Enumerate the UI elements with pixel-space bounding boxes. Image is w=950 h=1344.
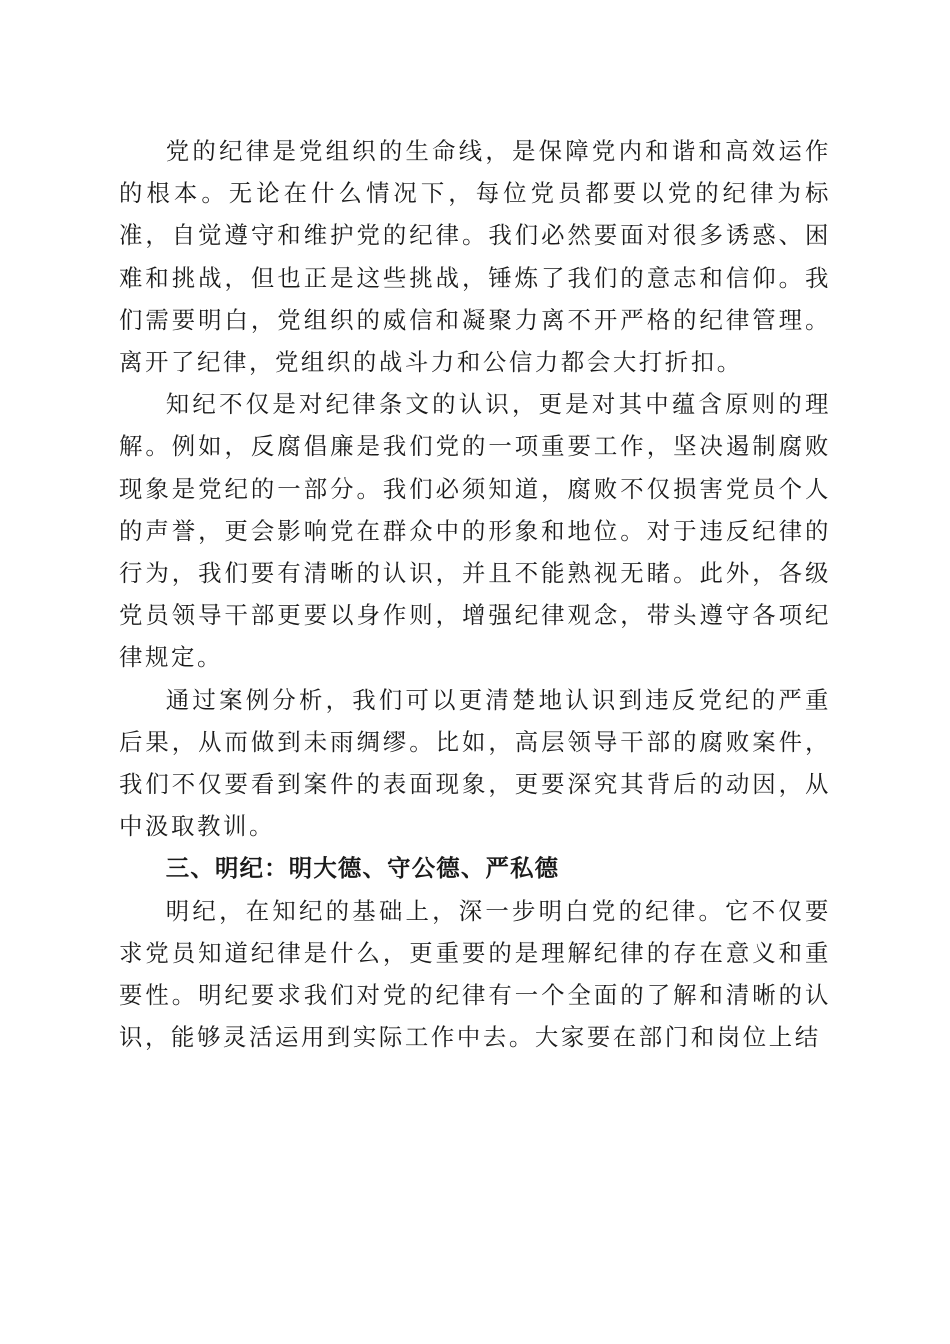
paragraph-case-analysis: 通过案例分析，我们可以更清楚地认识到违反党纪的严重后果，从而做到未雨绸缪。比如，高层领导干部的腐败案件，我们不仅要看到案件的表面现象，更要深究其背后的动因，从中汲取教训。 bbox=[119, 685, 831, 841]
document-body bbox=[119, 130, 831, 1058]
paragraph-discipline-lifeline: 党的纪律是党组织的生命线，是保障党内和谐和高效运作的根本。无论在什么情况下，每位党员都要以党的纪律为标准，自觉遵守和维护党的纪律。我们必然要面对很多诱惑、困难和挑战，但也正是这些挑战，锤炼了我们的意志和信仰。我们需要明白，党组织的威信和凝聚力离不开严格的纪律管理。离开了纪律，党组织的战斗力和公信力都会大打折扣。 bbox=[119, 137, 831, 377]
paragraph-knowing-discipline: 知纪不仅是对纪律条文的认识，更是对其中蕴含原则的理解。例如，反腐倡廉是我们党的一项重要工作，坚决遏制腐败现象是党纪的一部分。我们必须知道，腐败不仅损害党员个人的声誉，更会影响党在群众中的形象和地位。对于违反纪律的行为，我们要有清晰的认识，并且不能熟视无睹。此外，各级党员领导干部更要以身作则，增强纪律观念，带头遵守各项纪律规定。 bbox=[119, 390, 831, 672]
paragraph-understanding-discipline: 明纪，在知纪的基础上，深一步明白党的纪律。它不仅要求党员知道纪律是什么，更重要的是理解纪律的存在意义和重要性。明纪要求我们对党的纪律有一个全面的了解和清晰的认识，能够灵活运用到实际工作中去。大家要在部门和岗位上结 bbox=[119, 896, 831, 1052]
section-heading: 三、明纪：明大德、守公德、严私德 bbox=[165, 854, 560, 883]
